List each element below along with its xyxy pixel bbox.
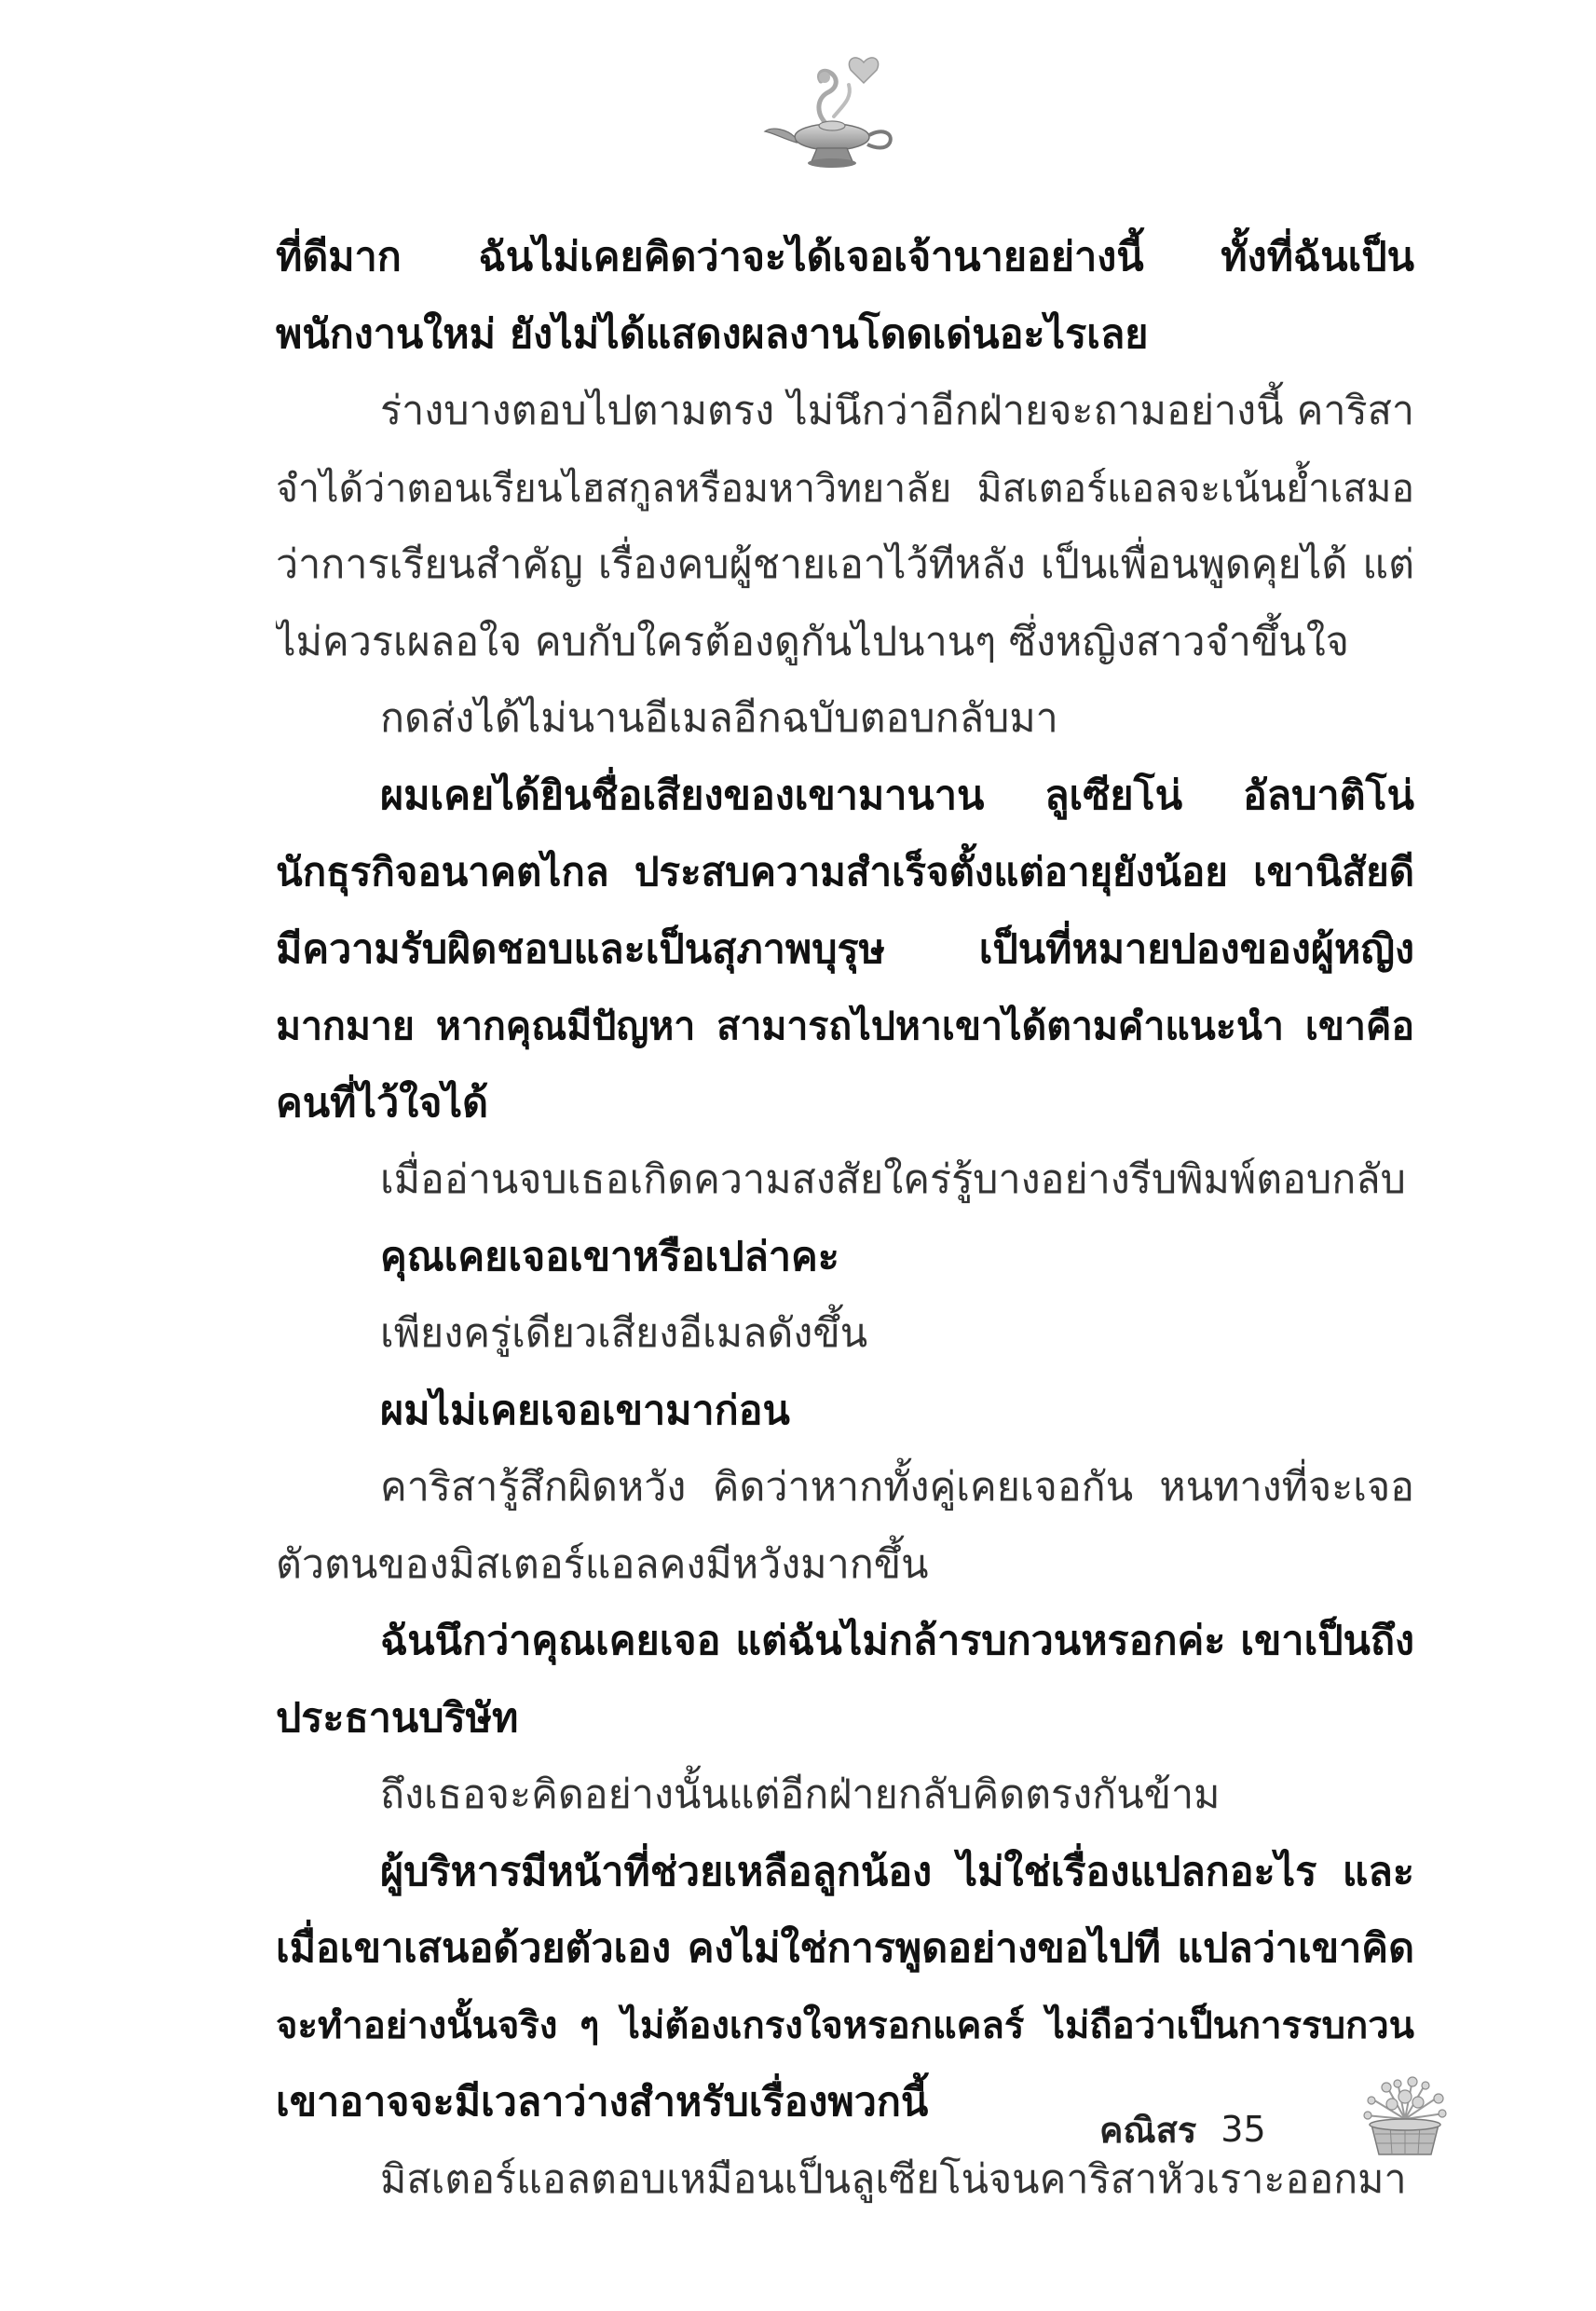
text-line: จะทำอย่างนั้นจริง ๆ ไม่ต้องเกรงใจหรอกแคลร์ ไม่ถือว่าเป็นการรบกวน xyxy=(276,2003,1414,2047)
text-line: ผมไม่เคยเจอเขามาก่อน xyxy=(380,1387,790,1434)
text-line: ถึงเธอจะคิดอย่างนั้นแต่อีกฝ่ายกลับคิดตรงกันข้าม xyxy=(380,1771,1221,1818)
body-text xyxy=(276,219,1414,2218)
text-line: คุณเคยเจอเขาหรือเปล่าคะ xyxy=(380,1233,839,1280)
text-line: เมื่อเขาเสนอด้วยตัวเอง คงไม่ใช่การพูดอย่างขอไปที แปลว่าเขาคิด xyxy=(276,1925,1414,1972)
text-line: ฉันนึกว่าคุณเคยเจอ แต่ฉันไม่กล้ารบกวนหรอกค่ะ เขาเป็นถึง xyxy=(380,1618,1414,1664)
flower-basket-icon xyxy=(1358,2076,1452,2162)
author-name: คณิสร xyxy=(1099,2109,1197,2151)
text-line: ผู้บริหารมีหน้าที่ช่วยเหลือลูกน้อง ไม่ใช่เรื่องแปลกอะไร และ xyxy=(380,1848,1414,1895)
text-line: พนักงานใหม่ ยังไม่ได้แสดงผลงานโดดเด่นอะไรเลย xyxy=(276,310,1149,358)
page-footer xyxy=(1099,2097,1266,2162)
text-line: จำได้ว่าตอนเรียนไฮสกูลหรือมหาวิทยาลัย มิสเตอร์แอลจะเน้นย้ำเสมอ xyxy=(276,465,1414,511)
text-line: ตัวตนของมิสเตอร์แอลคงมีหวังมากขึ้น xyxy=(276,1540,929,1588)
text-line: เขาอาจจะมีเวลาว่างสำหรับเรื่องพวกนี้ xyxy=(276,2079,929,2126)
text-line: มากมาย หากคุณมีปัญหา สามารถไปหาเขาได้ตามคำแนะนำ เขาคือ xyxy=(276,1004,1414,1048)
text-line: มีความรับผิดชอบและเป็นสุภาพบุรุษ เป็นที่หมายปองของผู้หญิง xyxy=(276,925,1414,973)
text-line: ที่ดีมาก ฉันไม่เคยคิดว่าจะได้เจอเจ้านายอย่างนี้ ทั้งที่ฉันเป็น xyxy=(276,234,1414,280)
text-line: คาริสารู้สึกผิดหวัง คิดว่าหากทั้งคู่เคยเจอกัน หนทางที่จะเจอ xyxy=(380,1464,1414,1511)
text-line: ว่าการเรียนสำคัญ เรื่องคบผู้ชายเอาไว้ทีหลัง เป็นเพื่อนพูดคุยได้ แต่ xyxy=(276,541,1414,588)
text-line: ร่างบางตอบไปตามตรง ไม่นึกว่าอีกฝ่ายจะถามอย่างนี้ คาริสา xyxy=(380,388,1414,434)
text-line: นักธุรกิจอนาคตไกล ประสบความสำเร็จตั้งแต่อายุยังน้อย เขานิสัยดี xyxy=(276,849,1414,895)
magic-lamp-icon xyxy=(759,51,899,172)
text-line: มิสเตอร์แอลตอบเหมือนเป็นลูเซียโน่จนคาริสาหัวเราะออกมา xyxy=(380,2155,1407,2203)
text-line: กดส่งได้ไม่นานอีเมลอีกฉบับตอบกลับมา xyxy=(380,695,1058,742)
text-line: เพียงครู่เดียวเสียงอีเมลดังขึ้น xyxy=(380,1310,868,1357)
text-line: ไม่ควรเผลอใจ คบกับใครต้องดูกันไปนานๆ ซึ่งหญิงสาวจำขึ้นใจ xyxy=(276,618,1349,665)
text-line: คนที่ไว้ใจได้ xyxy=(276,1079,489,1127)
page-number: 35 xyxy=(1221,2109,1266,2150)
text-line: ประธานบริษัท xyxy=(276,1694,519,1742)
text-line: ผมเคยได้ยินชื่อเสียงของเขามานาน ลูเซียโน่ อัลบาติโน่ xyxy=(380,772,1414,819)
text-line: เมื่ออ่านจบเธอเกิดความสงสัยใคร่รู้บางอย่างรีบพิมพ์ตอบกลับ xyxy=(380,1156,1406,1203)
